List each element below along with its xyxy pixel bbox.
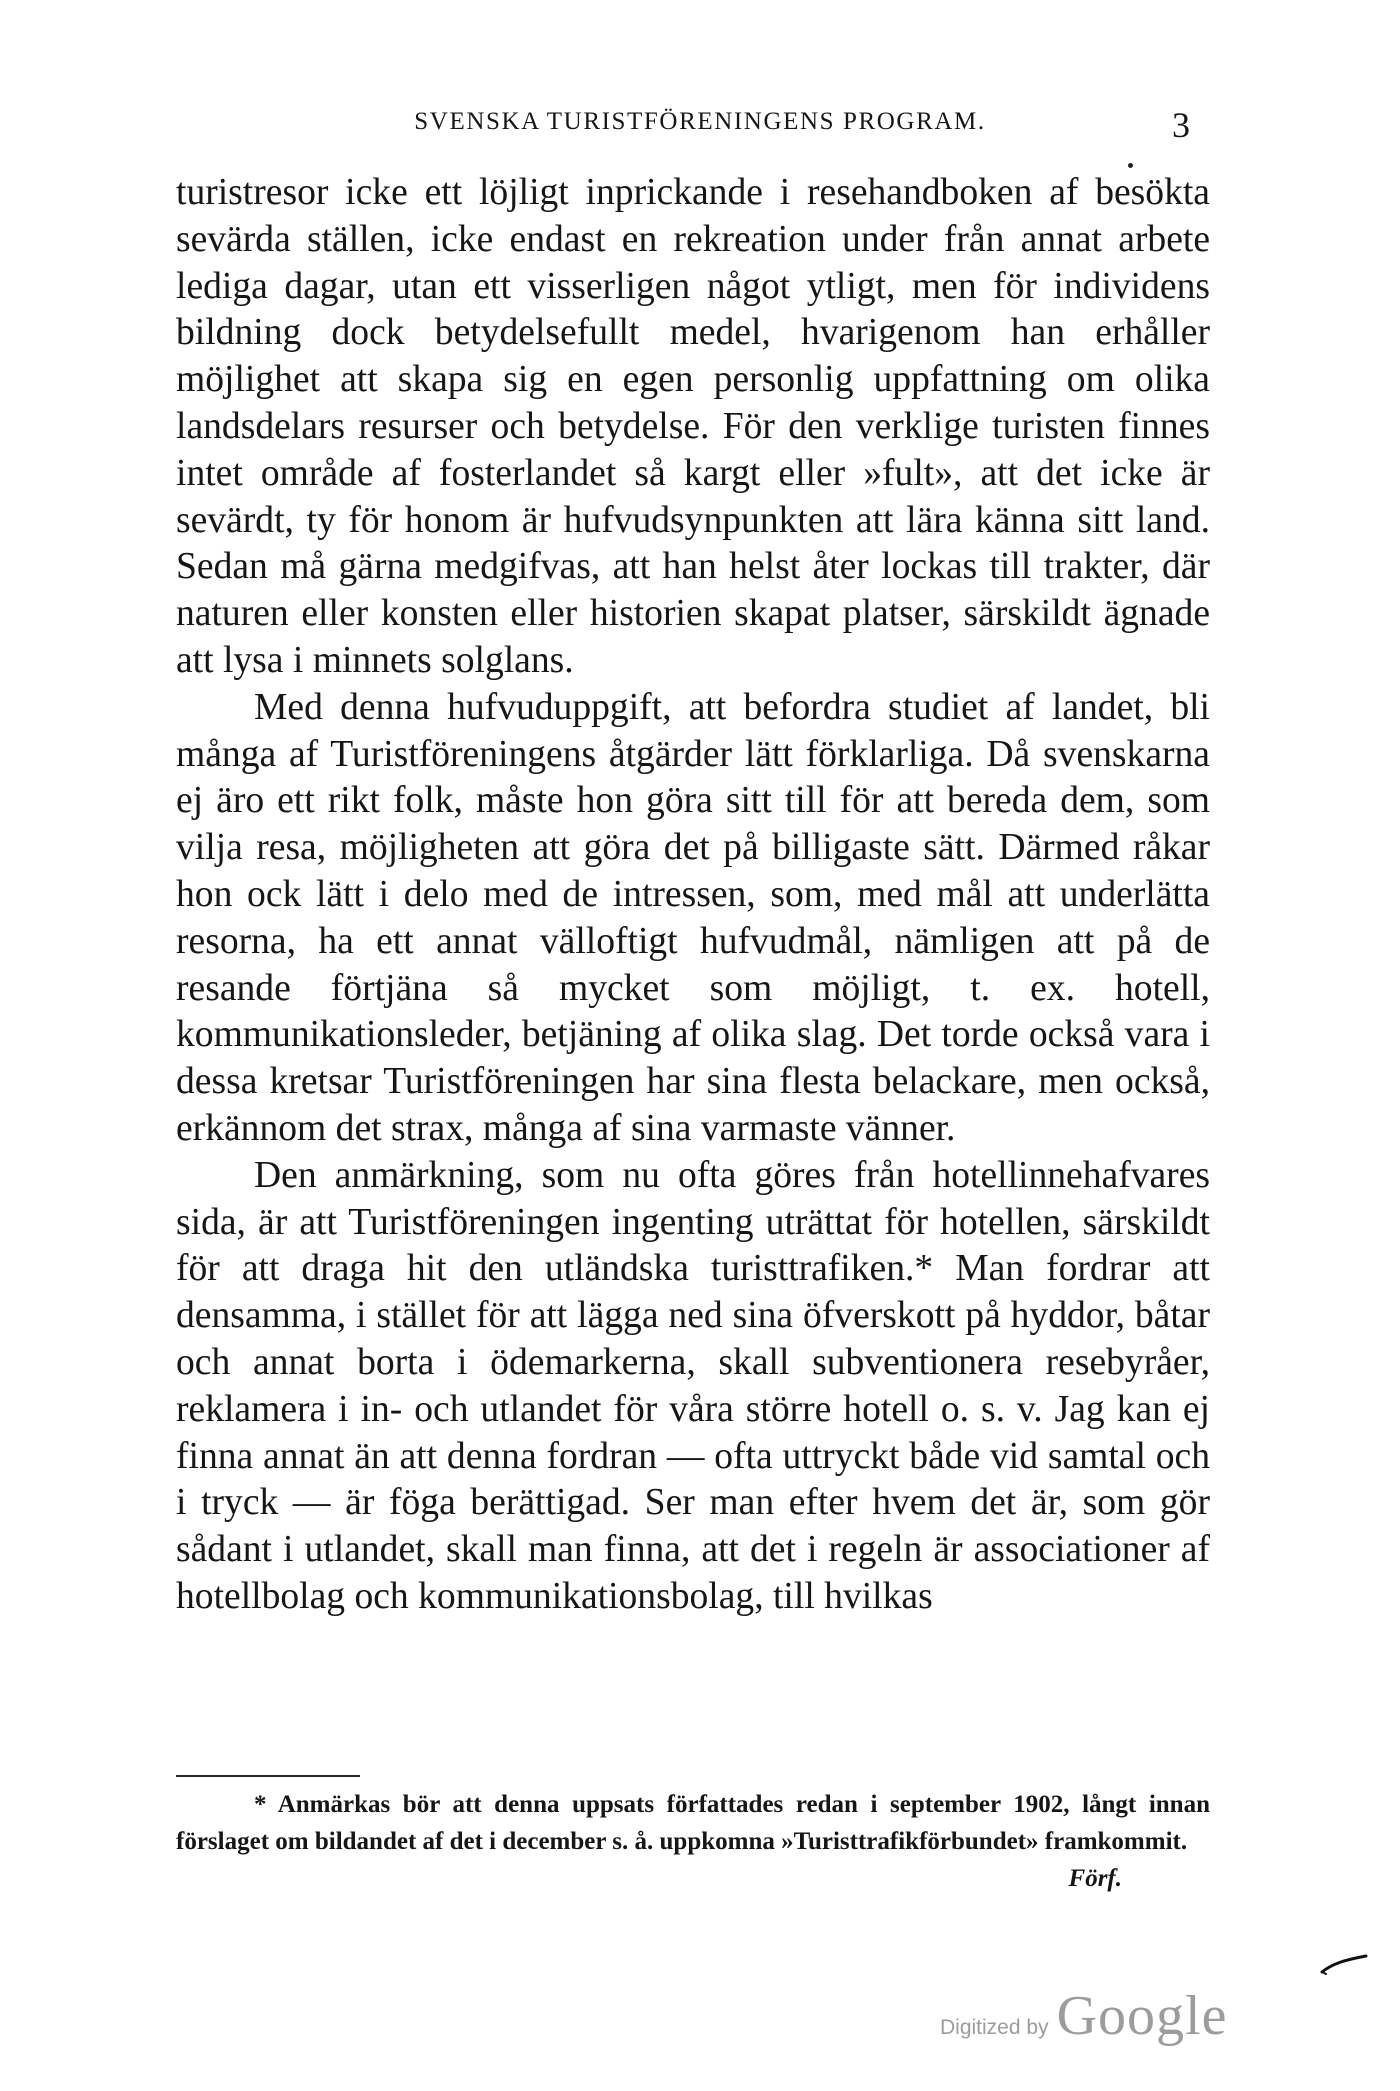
running-head: SVENSKA TURISTFÖRENINGENS PROGRAM.: [414, 108, 986, 135]
body-text: [176, 170, 1210, 1621]
paragraph-3: Den anmärkning, som nu ofta göres från hotellinnehafvares sida, är att Turistföreningen ingenting uträttat för hotellen, särskildt för att draga hit den utländska turisttrafiken.* Man fordrar att densamma, i stället för att lägga ned sina öfverskott på hyddor, båtar och annat borta i ödemarkerna, skall subventionera resebyråer, reklamera i in- och utlandet för våra större hotell o. s. v. Jag kan ej finna annat än att denna fordran — ofta uttryckt både vid samtal och i tryck — är föga berättigad. Ser man efter hvem det är, som gör sådant i utlandet, skall man finna, att det i regeln är associationer af hotellbolag och kommunikationsbolag, till hvilkas: [176, 1154, 1210, 1617]
page-number: 3: [1172, 105, 1190, 145]
ink-speck: [1128, 163, 1133, 168]
digitized-watermark: [940, 1984, 1227, 2048]
footnote-signature: Förf.: [1068, 1865, 1122, 1892]
footnote: [176, 1786, 1210, 1897]
digitized-label: Digitized by: [940, 2016, 1049, 2039]
footnote-rule: [176, 1775, 360, 1777]
pen-stroke-mark: [1318, 1952, 1370, 1976]
paragraph-2: Med denna hufvuduppgift, att befordra studiet af landet, bli många af Turistföreningens åtgärder lätt förklarliga. Då svenskarna ej äro ett rikt folk, måste hon göra sitt till för att bereda dem, som vilja resa, möjligheten att göra det på billigaste sätt. Därmed råkar hon ock lätt i delo med de intressen, som, med mål att underlätta resorna, ha ett annat välloftigt hufvudmål, nämligen att på de resande förtjäna så mycket som möjligt, t. ex. hotell, kommunikationsleder, betjäning af olika slag. Det torde också vara i dessa kretsar Turistföreningen har sina flesta belackare, men också, erkännom det strax, många af sina varmaste vänner.: [176, 686, 1210, 1149]
google-logo: Google: [1056, 1985, 1228, 2047]
paragraph-1: turistresor icke ett löjligt inprickande i resehandboken af besökta sevärda ställen, icke endast en rekreation under från annat arbete lediga dagar, utan ett visserligen något ytligt, men för individens bildning dock betydelsefullt medel, hvarigenom han erhåller möjlighet att skapa sig en egen personlig uppfattning om olika landsdelars resurser och betydelse. För den verklige turisten finnes intet område af fosterlandet så kargt eller »fult», att det icke är sevärdt, ty för honom är hufvudsynpunkten att lära känna sitt land. Sedan må gärna medgifvas, att han helst åter lockas till trakter, där naturen eller konsten eller historien skapat platser, särskildt ägnade att lysa i minnets solglans.: [176, 172, 1210, 681]
footnote-text: * Anmärkas bör att denna uppsats författades redan i september 1902, långt innan förslaget om bildandet af det i december s. å. uppkomna »Turisttrafikförbundet» framkommit.: [176, 1791, 1210, 1855]
